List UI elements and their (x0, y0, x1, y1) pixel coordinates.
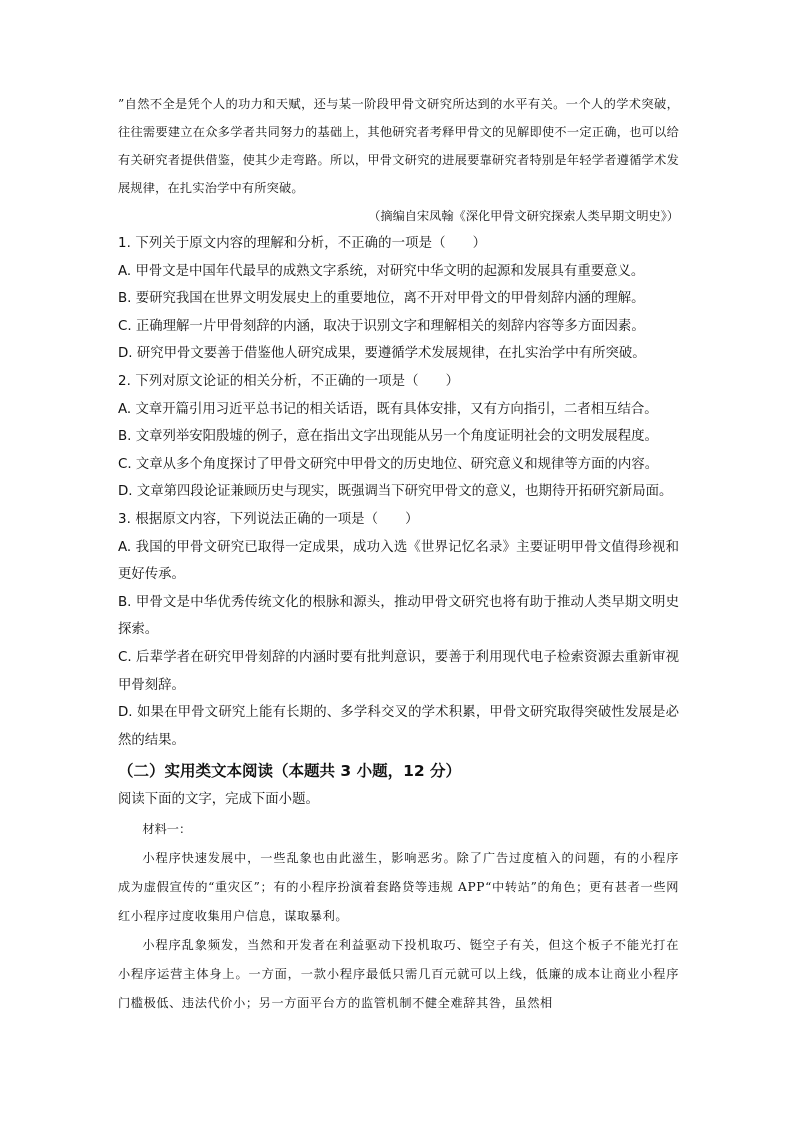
option-b: B. 文章列举安阳殷墟的例子，意在指出文字出现能从另一个角度证明社会的文明发展程度。 (118, 429, 658, 445)
option-d: D. 如果在甲骨文研究上能有长期的、多学科交叉的学术积累，甲骨文研究取得突破性发展是必然的结果。 (118, 705, 679, 748)
material-label: 材料一： (142, 822, 192, 837)
instruction: 阅读下面的文字，完成下面小题。 (118, 792, 319, 808)
source-citation: （摘编自宋凤翰《深化甲骨文研究探索人类早期文明史》） (368, 209, 679, 223)
option-d: D. 研究甲骨文要善于借鉴他人研究成果，要遵循学术发展规律，在扎实治学中有所突破。 (118, 346, 646, 362)
option-c: C. 文章从多个角度探讨了甲骨文研究中甲骨文的历史地位、研究意义和规律等方面的内容。 (118, 456, 659, 472)
material-paragraph: 小程序乱象频发，当然和开发者在利益驱动下投机取巧、铤空子有关，但这个板子不能光打在小程序运营主体身上。一方面，一款小程序最低只需几百元就可以上线，低廉的成本让商业小程序门槛极低、违法代价小；另一方面平台方的监管机制不健全难辞其咎，虽然相 (118, 938, 679, 1011)
section-title: （二）实用类文本阅读（本题共 3 小题，12 分） (118, 762, 462, 781)
option-c: C. 正确理解一片甲骨刻辞的内涵，取决于识别文字和理解相关的刻辞内容等多方面因素。 (118, 318, 645, 334)
question-2 (118, 368, 679, 506)
material-paragraph: 小程序快速发展中，一些乱象也由此滋生，影响恶劣。除了广告过度植入的问题，有的小程序成为虚假宣传的“重灾区”；有的小程序扮演着套路贷等违规 APP“中转站”的角色；更有甚者一些网红小程序过度收集用户信息，谋取暴利。 (118, 851, 679, 924)
option-b: B. 要研究我国在世界文明发展史上的重要地位，离不开对甲骨文的甲骨刻辞内涵的理解。 (118, 291, 645, 307)
option-d: D. 文章第四段论证兼顾历史与现实，既强调当下研究甲骨文的意义，也期待开拓研究新局面。 (118, 484, 673, 500)
question-stem: 3. 根据原文内容，下列说法正确的一项是（ ） (118, 511, 419, 527)
question-stem: 2. 下列对原文论证的相关分析，不正确的一项是（ ） (118, 373, 460, 389)
intro-paragraph: ”自然不全是凭个人的功力和天赋，还与某一阶段甲骨文研究所达到的水平有关。一个人的学术突破，往往需要建立在众多学者共同努力的基础上，其他研究者考释甲骨文的见解即使不一定正确，也可以给有关研究者提供借鉴，使其少走弯路。所以，甲骨文研究的进展要靠研究者特别是年轻学者遵循学术发展规律，在扎实治学中有所突破。 (118, 97, 679, 195)
question-1 (118, 230, 679, 368)
question-3 (118, 506, 679, 754)
option-a: A. 我国的甲骨文研究已取得一定成果，成功入选《世界记忆名录》主要证明甲骨文值得珍视和更好传承。 (118, 539, 679, 583)
option-a: A. 甲骨文是中国年代最早的成熟文字系统，对研究中华文明的起源和发展具有重要意义。 (118, 263, 645, 279)
option-b: B. 甲骨文是中华优秀传统文化的根脉和源头，推动甲骨文研究也将有助于推动人类早期文明史探索。 (118, 594, 679, 638)
option-c: C. 后辈学者在研究甲骨刻辞的内涵时要有批判意识，要善于利用现代电子检索资源去重新审视甲骨刻辞。 (118, 649, 679, 693)
option-a: A. 文章开篇引用习近平总书记的相关话语，既有具体安排，又有方向指引，二者相互结合。 (118, 401, 658, 417)
question-stem: 1. 下列关于原文内容的理解和分析，不正确的一项是（ ） (118, 236, 487, 251)
